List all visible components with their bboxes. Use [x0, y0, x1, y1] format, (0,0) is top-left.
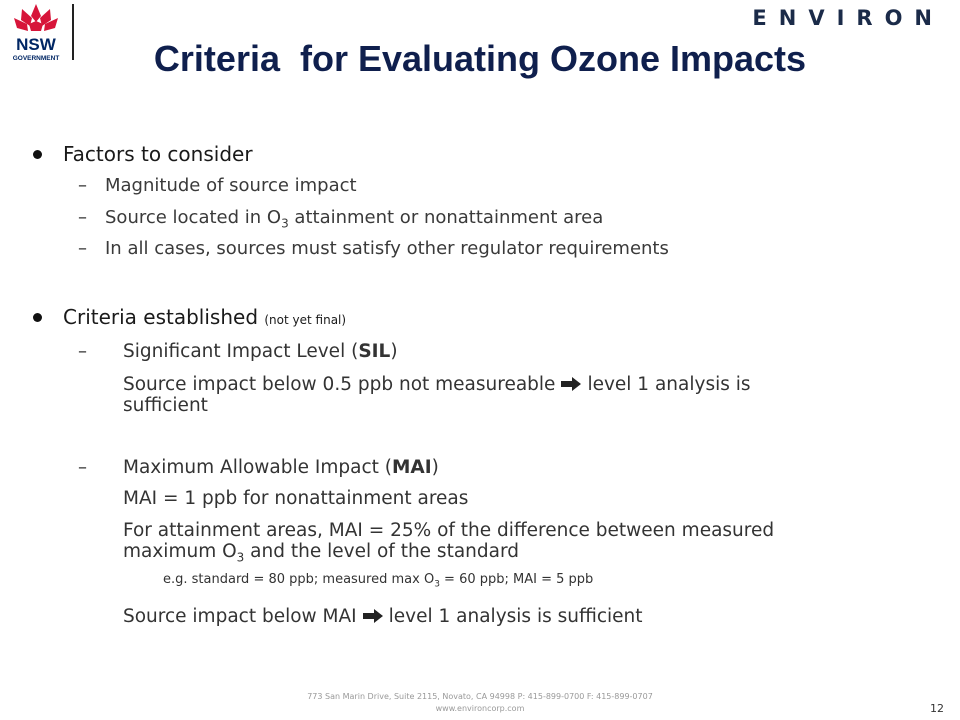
bullet-label: Factors to consider [63, 142, 253, 166]
environ-logo: ENVIRON [752, 6, 944, 30]
sub-item: Source located in $O_3$ attainment or nonattainment area [105, 207, 604, 231]
dash-marker: – [78, 207, 87, 228]
dash-marker: – [78, 457, 87, 478]
mai-nonattainment: MAI = 1 ppb for nonattainment areas [123, 488, 469, 509]
sil-description: Source impact below 0.5 ppb not measureable level 1 analysis is sufficient [123, 374, 751, 416]
sil-heading: Significant Impact Level (SIL) [123, 341, 398, 362]
bullet-criteria [63, 305, 346, 329]
bullet-label: Criteria established [63, 305, 259, 329]
mai-example: e.g. standard = 80 ppb; measured $\max O_3 = 60$ ppb; MAI = 5 ppb [163, 572, 594, 590]
mai-attainment: For attainment areas, MAI = 25% of the difference between measured maximum $O_3$ and the level of the standard [123, 520, 775, 565]
page-number: 12 [930, 702, 944, 715]
nsw-logo-subtext: GOVERNMENT [12, 55, 60, 62]
right-arrow-icon [363, 609, 383, 623]
footer [0, 691, 960, 715]
mai-conclusion: Source impact below MAI level 1 analysis is sufficient [123, 606, 643, 627]
sub-item: Magnitude of source impact [105, 175, 357, 196]
dash-marker: – [78, 238, 87, 259]
bullet-note: (not yet final) [264, 313, 347, 327]
footer-address: 773 San Marin Drive, Suite 2115, Novato, CA 94998 P: 415-899-0700 F: 415-899-0707 [307, 692, 653, 701]
footer-website: www.environcorp.com [435, 704, 525, 713]
sub-item: In all cases, sources must satisfy other regulator requirements [105, 238, 669, 259]
bullet-dot-icon [33, 150, 42, 159]
mai-heading: Maximum Allowable Impact (MAI) [123, 457, 439, 478]
nsw-logo-text: NSW [16, 35, 56, 54]
bullet-factors [63, 142, 253, 166]
right-arrow-icon [561, 377, 581, 391]
bullet-dot-icon [33, 313, 42, 322]
dash-marker: – [78, 341, 87, 362]
dash-marker: – [78, 175, 87, 196]
waratah-flower-icon [14, 4, 58, 31]
slide-title: Criteria for Evaluating Ozone Impacts [153, 38, 807, 79]
